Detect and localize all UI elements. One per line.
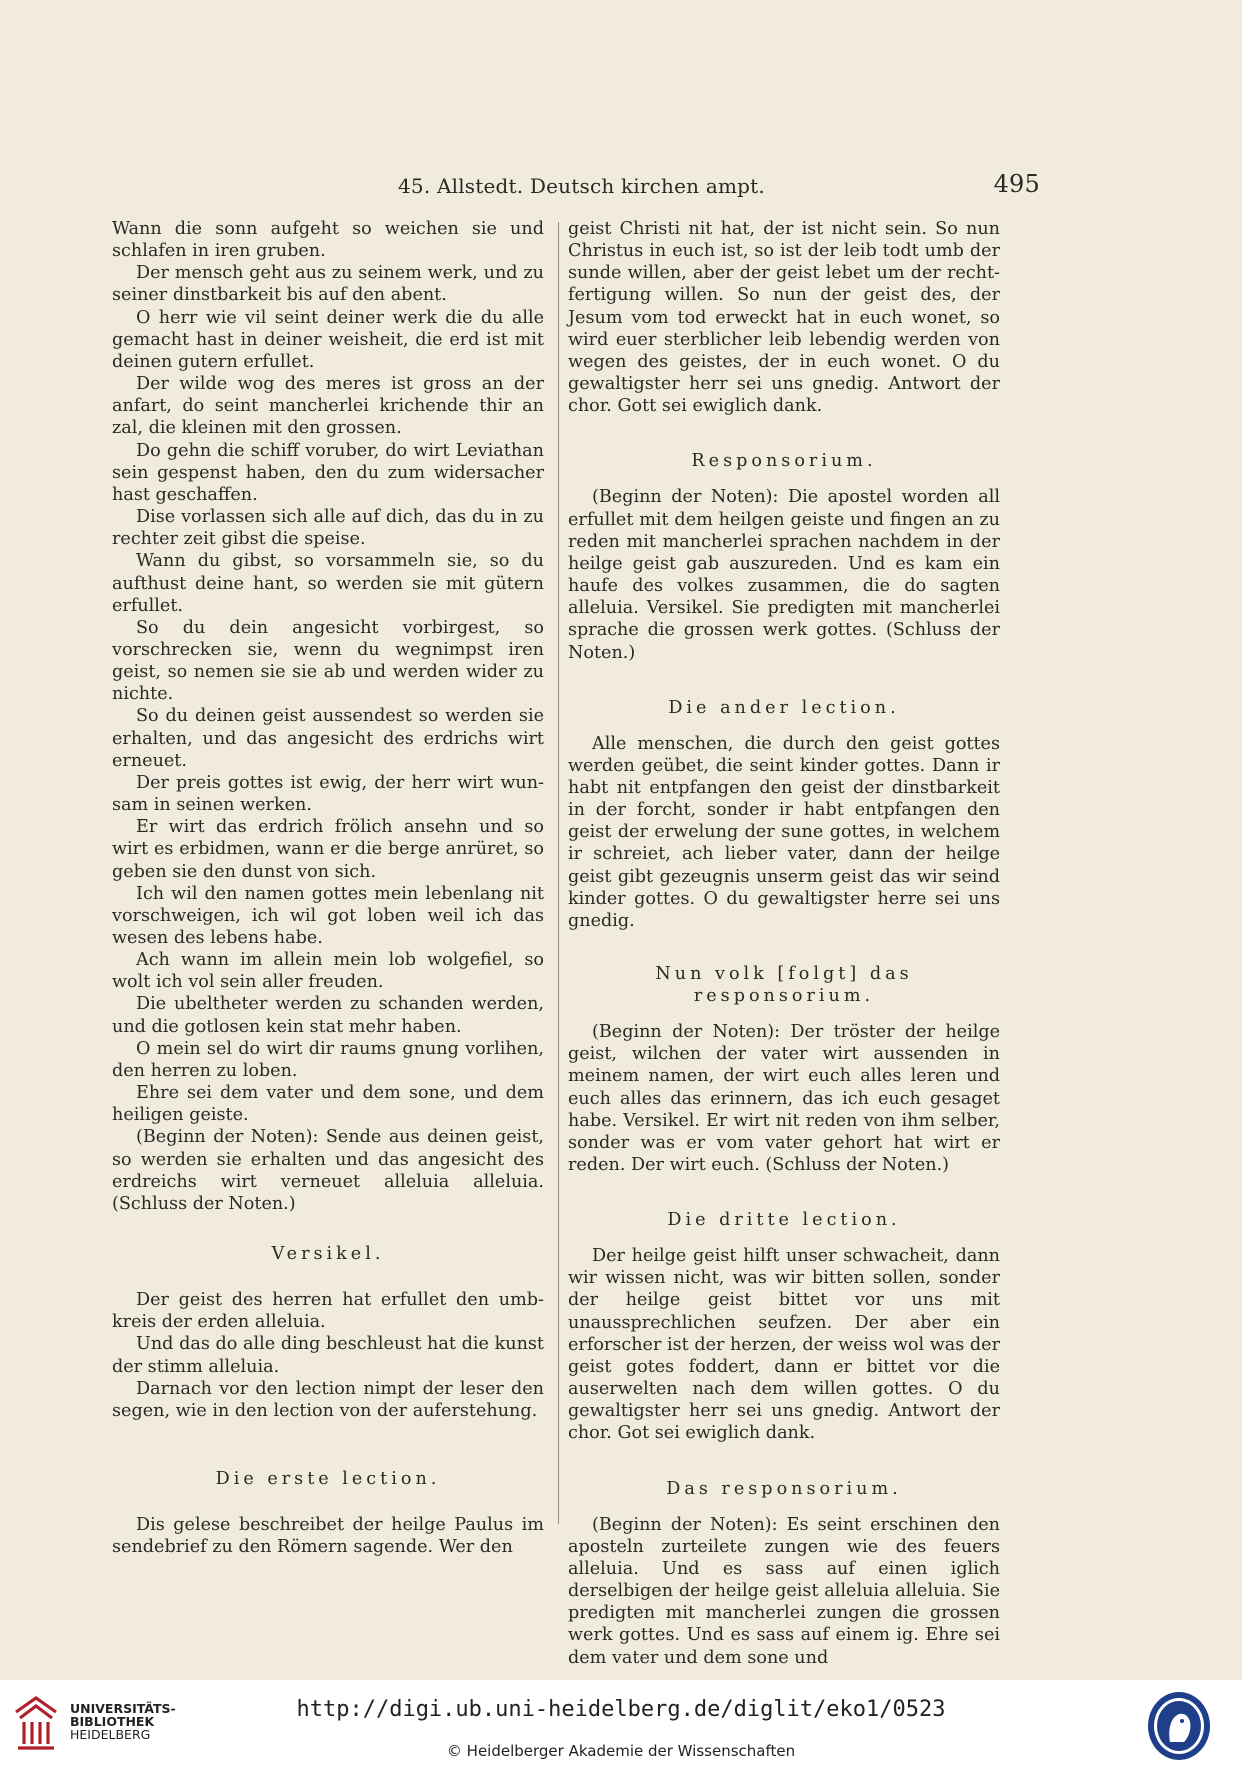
paragraph: Ach wann im allein mein lob wolgefiel, so wolt ich vol sein aller freuden. <box>112 950 544 993</box>
running-head <box>398 170 1040 204</box>
paragraph: Der heilge geist hilft unser schwacheit, dann wir wissen nicht, was wir bitten sollen, sonder der heilge geist bittet vor uns mit unaussprechlichen seufzen. Der aber ein erforscher ist der herzen, der weiss wol was der geist gotes foddert, dann er bittet vor die auserwelten nach dem willen gottes. O du gewaltigster herr sei uns gnedig. Antwort der chor. Got sei ewiglich dank. <box>568 1246 1000 1444</box>
copyright-notice: © Heidelberger Akademie der Wissenschaften <box>446 1742 796 1760</box>
section-heading-dritte-lection: Die dritte lection. <box>667 1210 901 1231</box>
paragraph: Darnach vor den lection nimpt der leser den segen, wie in den lection von der auferstehung. <box>112 1378 544 1421</box>
paragraph: Ehre sei dem vater und dem sone, und dem heiligen geiste. <box>112 1083 544 1126</box>
academy-seal-icon <box>1146 1690 1212 1762</box>
library-name-line: BIBLIOTHEK <box>70 1714 155 1729</box>
column-divider <box>558 222 559 1524</box>
library-name-line: UNIVERSITÄTS- <box>70 1701 176 1716</box>
paragraph: Der geist des herren hat erfullet den umbkreis der erden alleluia. <box>112 1290 544 1333</box>
section-heading-erste-lection: Die erste lection. <box>215 1468 441 1489</box>
paragraph: Der preis gottes ist ewig, der herr wirt wunsam in seinen werken. <box>112 772 544 816</box>
paragraph: (Beginn der Noten): Die apostel worden all erfullet mit dem heilgen geiste und fingen an zu reden mit mancherlei sprachen nachdem in der heilge geist gab auszureden. Und es kam ein haufe des volkes zusammen, die do sagten alleluia. Versikel. Sie predigten mit mancherlei sprache die grossen werk gottes. (Schluss der Noten.) <box>568 487 1000 663</box>
paragraph: Alle menschen, die durch den geist gottes werden geübet, die seint kinder gottes. Dann ir habt nit entpfangen den geist der dinstbarkeit in der forcht, sonder ir habt entpfangen den geist der erwelung der sune gottes, in welchem ir schreiet, ach lieber vater, dann der heilge geist gibt gezeugnis unserm geist das wir seind kinder gottes. O du gewaltigster herre sei uns gnedig. <box>568 733 1000 931</box>
section-heading-nun-volk: Nun volk [folgt] das responsorium. <box>655 964 913 1007</box>
paragraph: Do gehn die schiff voruber, do wirt Leviathan sein gespenst haben, den du zum widersacher hast geschaffen. <box>112 440 544 505</box>
paragraph: Der wilde wog des meres ist gross an der anfart, do seint mancherlei krichende thir an zal, die kleinen mit den grossen. <box>112 374 544 439</box>
paragraph: O mein sel do wirt dir raums gnung vorlihen, den herren zu loben. <box>112 1038 544 1081</box>
paragraph: Und das do alle ding beschleust hat die kunst der stimm alleluia. <box>112 1334 544 1377</box>
section-heading-ander-lection: Die ander lection. <box>668 697 900 718</box>
paragraph: O herr wie vil seint deiner werk die du alle gemacht hast in deiner weisheit, die erd ist mit deinen gutern erfullet. <box>112 307 544 372</box>
paragraph: Die ubeltheter werden zu schanden werden, und die gotlosen kein stat mehr haben. <box>112 994 544 1037</box>
footer-bar <box>0 1680 1242 1771</box>
section-heading-das-responsorium: Das responsorium. <box>666 1478 902 1499</box>
running-head-title: 45. Allstedt. Deutsch kirchen ampt. <box>398 174 765 198</box>
paragraph: (Beginn der Noten): Es seint erschinen den aposteln zurteilete zungen wie des feuers alleluia. Und es sass auf einen iglich derselbigen der heilge geist alleluia alleluia. Sie predigten mit mancherlei zungen die grossen werk gottes. Und es sass auf einem ig. Ehre sei dem vater und dem sone und <box>568 1514 1000 1668</box>
paragraph: Dise vorlassen sich alle auf dich, das du in zu rechter zeit gibst die speise. <box>112 507 544 550</box>
paragraph: Wann die sonn aufgeht so weichen sie und schlafen in iren gruben. <box>112 219 544 262</box>
permalink-url[interactable]: http://digi.ub.uni-heidelberg.de/diglit/eko1/0523 <box>296 1697 946 1722</box>
left-column <box>112 218 544 1558</box>
paragraph: (Beginn der Noten): Der tröster der heilge geist, wilchen der vater wirt aussenden in meinem namen, der wirt euch alles leren und euch alles das erinnern, das ich euch gesaget habe. Versikel. Er wirt nit reden von ihm selber, sonder was er vom vater gehort hat wirt er reden. Der wirt euch. (Schluss der Noten.) <box>568 1022 1000 1175</box>
paragraph: (Beginn der Noten): Sende aus deinen geist, so werden sie erhalten und das angesicht des erdreichs wirt verneuet alleluia alleluia. (Schluss der Noten.) <box>112 1127 544 1214</box>
page-number: 495 <box>993 170 1040 198</box>
paragraph: So du deinen geist aussendest so werden sie erhalten, und das angesicht des erdrichs wirt erneuet. <box>112 706 544 771</box>
paragraph: Der mensch geht aus zu seinem werk, und zu seiner dinstbarkeit bis auf den abent. <box>112 263 544 306</box>
section-heading-versikel: Versikel. <box>271 1244 385 1265</box>
paragraph: Ich wil den namen gottes mein lebenlang nit vorschweigen, ich wil got loben weil ich das wesen des lebens habe. <box>112 883 544 948</box>
library-name-line: HEIDELBERG <box>70 1727 151 1742</box>
paragraph: Wann du gibst, so vorsammeln sie, so du aufthust deine hant, so werden sie mit gütern erfullet. <box>112 551 544 616</box>
paragraph: Er wirt das erdrich frölich ansehn und so wirt es erbidmen, wann er die berge anrüret, so geben sie den dunst von sich. <box>112 817 544 882</box>
paragraph: geist Christi nit hat, der ist nicht sein. So nun Christus in euch ist, so ist der leib todt umb der sunde willen, aber der geist lebet um der rechtfertigung willen. So nun der geist des, der Jesum vom tod erweckt hat in euch wonet, so wird euer sterblicher leib lebendig werden von wegen des geistes, der in euch wonet. O du gewaltigster herr sei uns gnedig. Antwort der chor. Gott sei ewiglich dank. <box>568 219 1000 417</box>
paragraph: So du dein angesicht vorbirgest, so vorschrecken sie, wenn du wegnimpst iren geist, so nemen sie sie ab und werden wider zu nichte. <box>112 617 544 705</box>
section-heading-responsorium: Responsorium. <box>691 451 877 472</box>
paragraph: Dis gelese beschreibet der heilge Paulus im sendebrief zu den Römern sagende. Wer den <box>112 1514 544 1558</box>
right-column <box>568 218 1000 1669</box>
